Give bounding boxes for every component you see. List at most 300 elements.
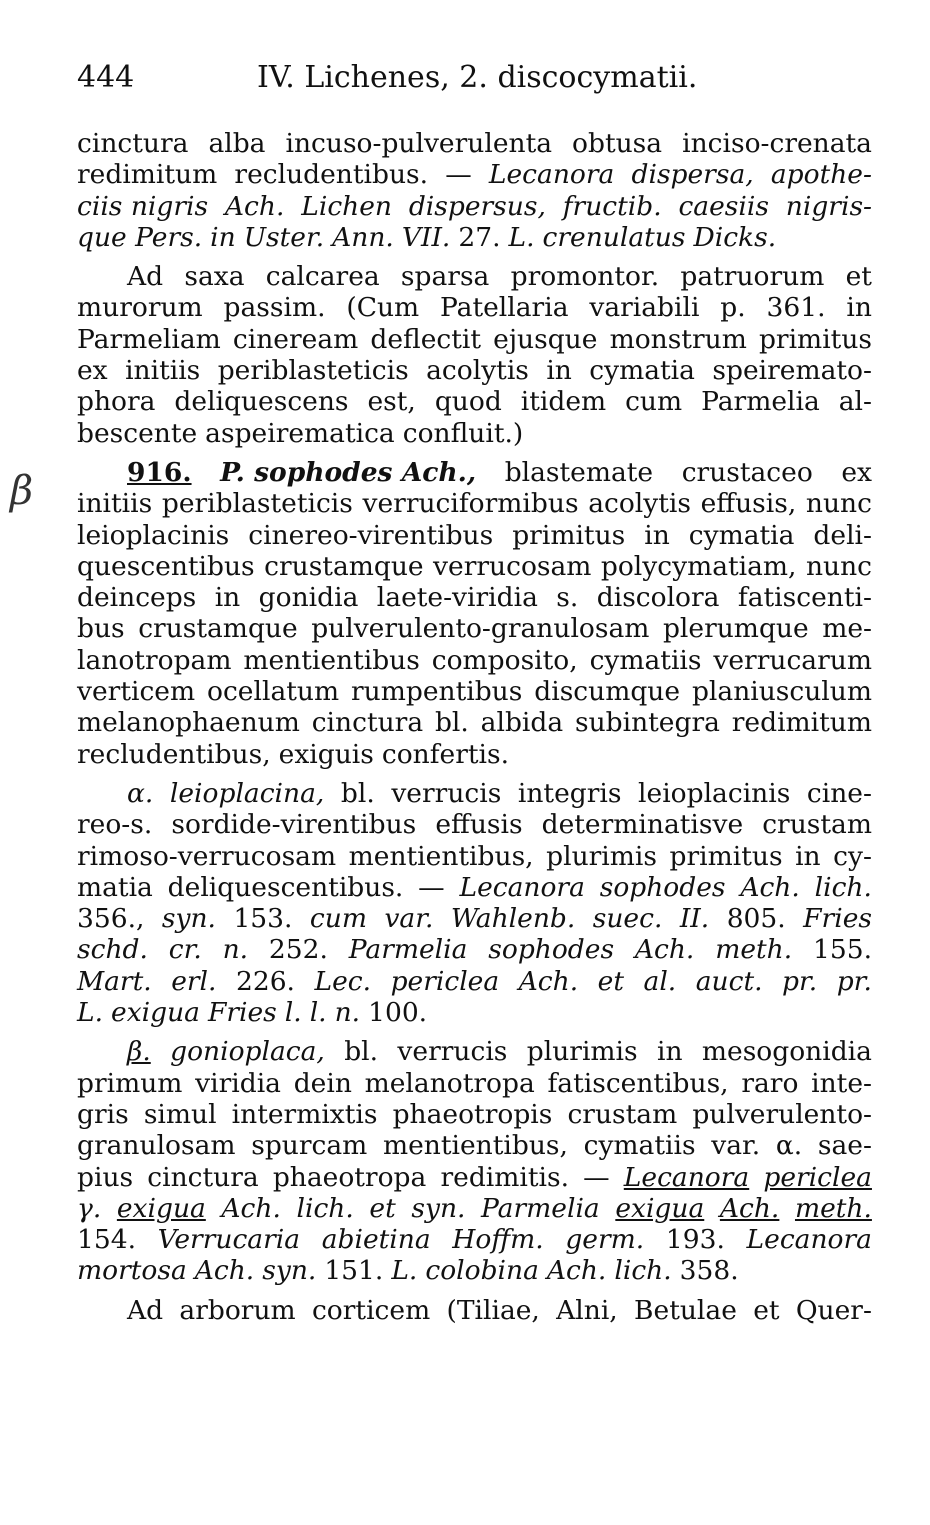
word: caesiis [678, 190, 769, 222]
word: β. [127, 1036, 151, 1068]
word: murorum [77, 292, 203, 324]
word: — [445, 159, 472, 191]
word: plurimis [546, 840, 657, 872]
word: syn. [161, 903, 216, 935]
word: in [795, 840, 821, 872]
word: exigua [116, 1192, 206, 1224]
word: raro [741, 1067, 799, 1099]
word: spurcam [251, 1130, 368, 1162]
text-line [77, 355, 872, 386]
word: saxa [184, 261, 245, 293]
word: matia [77, 871, 153, 903]
word: itidem [520, 386, 607, 418]
word: plerumque [662, 613, 809, 645]
word: rimoso-verrucosam [77, 840, 337, 872]
word: 361. [766, 292, 826, 324]
word: leioplacina, [169, 777, 325, 809]
word: effusis, [700, 488, 797, 520]
word: 100. [368, 997, 428, 1029]
word: cymatia [589, 355, 695, 387]
paragraph-gap [77, 1287, 872, 1295]
word: que Pers. [77, 221, 203, 253]
word: leioplacinis [77, 519, 230, 551]
word: intermixtis [231, 1098, 378, 1130]
word: cinctura [147, 1161, 259, 1193]
text-line [77, 582, 872, 613]
word: quod [434, 386, 502, 418]
word: Ach. [221, 1192, 281, 1224]
word: redimitum [77, 159, 218, 191]
text-line [77, 613, 872, 644]
word: 193. [665, 1224, 725, 1256]
word: alba [208, 128, 266, 159]
word: cr. [168, 934, 202, 966]
word: mentientibus, [382, 1130, 568, 1162]
word: Betulae [634, 1294, 737, 1326]
word: determinatisve [541, 809, 744, 841]
text-line [77, 997, 872, 1028]
word: Fries [803, 903, 872, 935]
word: promontor. [510, 261, 660, 293]
text-line [77, 778, 872, 809]
word: et [753, 1294, 780, 1326]
word: recludentibus, [77, 738, 271, 770]
margin-annotation: β [10, 468, 34, 514]
text-line [77, 222, 872, 253]
word: Fries [207, 997, 277, 1029]
paragraph [77, 778, 872, 1028]
word: 153. [233, 903, 293, 935]
word: et [597, 965, 625, 997]
word: var. [384, 903, 434, 935]
word: phora [77, 386, 156, 418]
word: primum [77, 1067, 183, 1099]
word: cinctura [311, 707, 424, 739]
word: et [845, 261, 872, 293]
word: acolytis [426, 355, 529, 387]
text-line [77, 520, 872, 551]
word: speiremato- [712, 355, 872, 387]
word: gonioplaca, [170, 1036, 325, 1068]
word: granulosam [77, 1130, 236, 1162]
word: Mart. [77, 965, 152, 997]
running-title: IV. Lichenes, 2. discocymatii. [257, 60, 698, 95]
word: in [644, 519, 670, 551]
word: Lecanora [459, 871, 585, 903]
word: lich. [296, 1192, 354, 1224]
word: dispersa, [631, 159, 754, 191]
word: inciso-crenata [682, 128, 872, 159]
word: crenulatus [542, 221, 686, 253]
page-header [77, 58, 872, 98]
word: integris [517, 777, 622, 809]
word: incuso-pulverulenta [285, 128, 553, 159]
word: leioplacinis [638, 777, 791, 809]
word: p. [720, 292, 746, 324]
word: exigua [111, 997, 200, 1029]
word: cinereo-virentibus [248, 519, 494, 551]
word: quescentibus [77, 550, 255, 582]
word: confluit.) [402, 417, 524, 449]
word: 154. [77, 1224, 137, 1256]
word: α. [775, 1130, 803, 1162]
word: l. [284, 997, 302, 1029]
word: ocellatum [207, 676, 340, 708]
word: Ad [127, 1294, 164, 1326]
word: ejusque [493, 323, 598, 355]
paragraph [77, 457, 872, 770]
word: crustaceo [681, 456, 813, 488]
word: 226. [235, 965, 295, 997]
word: albida [480, 707, 564, 739]
text-line [77, 966, 872, 997]
word: periblasteticis [161, 488, 353, 520]
text-line [77, 934, 872, 965]
word: al- [838, 386, 872, 418]
word: cum [625, 386, 683, 418]
text-line [77, 159, 872, 190]
word: schd. [77, 934, 148, 966]
word: exigua [615, 1192, 705, 1224]
word: abietina [321, 1224, 431, 1256]
word: blastemate [504, 456, 654, 488]
word: syn. [411, 1192, 466, 1224]
word: 356., [77, 903, 145, 935]
word: exiguis [278, 738, 374, 770]
word: pr. [836, 965, 872, 997]
text-line [77, 809, 872, 840]
text-line [77, 1162, 872, 1193]
word: cymatia [688, 519, 795, 551]
word: Alni, [556, 1294, 618, 1326]
word: lanotropam [77, 644, 232, 676]
word: 805. [726, 903, 786, 935]
word: Quer- [795, 1294, 872, 1326]
word: verruciformibus [362, 488, 579, 520]
word: Parmeliam [77, 323, 221, 355]
text-line [77, 1130, 872, 1161]
word: primitus [512, 519, 626, 551]
word: l. [309, 997, 327, 1029]
word: al. [643, 965, 677, 997]
word: subintegra [574, 707, 720, 739]
text-line [77, 872, 872, 903]
word: bus [77, 613, 125, 645]
word: suec. [592, 903, 663, 935]
word: primitus [669, 840, 783, 872]
word: pulverulento-granulosam [311, 613, 650, 645]
paragraph [77, 261, 872, 449]
word: mortosa [77, 1255, 187, 1287]
paragraph-gap [77, 253, 872, 261]
word: periclea [390, 965, 500, 997]
word: Verrucaria [157, 1224, 301, 1256]
word: Parmelia [481, 1192, 600, 1224]
word: Lichen [301, 190, 392, 222]
word: bl. [340, 777, 375, 809]
word: initiis [77, 488, 153, 520]
word: crustamque [138, 613, 298, 645]
word: sophodes [599, 871, 726, 903]
word: crustam [567, 1098, 678, 1130]
word: et [369, 1192, 396, 1224]
word: II. [679, 903, 710, 935]
word: crustamque [264, 550, 424, 582]
word: inte- [811, 1067, 872, 1099]
word: deliquescentibus. [167, 871, 404, 903]
text-line [77, 1036, 872, 1067]
word: fatiscentibus, [547, 1067, 729, 1099]
word: sordide-virentibus [171, 809, 417, 841]
word: 151. [324, 1255, 384, 1287]
word: 358. [679, 1255, 739, 1287]
word: Ach. [634, 934, 695, 966]
word: pr. [782, 965, 818, 997]
word: nunc [805, 550, 872, 582]
word: redimitis. [440, 1161, 570, 1193]
word: verrucis [391, 777, 502, 809]
word: syn. [262, 1255, 317, 1287]
word: passim. [223, 292, 326, 324]
word: L. [77, 997, 104, 1029]
text-line [77, 324, 872, 355]
word: calcarea [265, 261, 380, 293]
word: 27. [458, 221, 501, 253]
text-line [77, 457, 872, 488]
word: reo-s. [77, 809, 153, 841]
word: verrucarum [713, 644, 872, 676]
word: obtusa [572, 128, 663, 159]
word: cymatiis [583, 1130, 696, 1162]
word: 252. [268, 934, 328, 966]
word: periblasteticis [217, 355, 409, 387]
word: meth. [715, 934, 793, 966]
word: variabili [589, 292, 700, 324]
word: rumpentibus [351, 676, 523, 708]
word: L. [508, 221, 535, 253]
word: recludentibus. [234, 159, 429, 191]
word: verticem [77, 676, 196, 708]
word: effusis [435, 809, 523, 841]
word: Uster. [243, 221, 325, 253]
word: nunc [805, 488, 872, 520]
word: crustam [762, 809, 872, 841]
word: pius [77, 1161, 134, 1193]
word: monstrum [609, 323, 747, 355]
word: Dicks. [693, 221, 777, 253]
word: lich. [814, 871, 872, 903]
word: acolytis [588, 488, 691, 520]
word: pulverulento- [692, 1098, 872, 1130]
word: dispersus, [408, 190, 546, 222]
word: laete-viridia [376, 582, 538, 614]
word: primitus [758, 323, 872, 355]
word: s. [556, 582, 579, 614]
word: Lec. [314, 965, 372, 997]
text-line [77, 191, 872, 222]
text-line [77, 841, 872, 872]
word: Wahlenb. [450, 903, 576, 935]
word: 916. [127, 456, 192, 488]
word: mesogonidia [701, 1036, 872, 1068]
text-line [77, 261, 872, 292]
word: P. sophodes Ach., [220, 456, 477, 488]
word: sophodes [488, 934, 615, 966]
word: Parmelia [701, 386, 820, 418]
word: VII. [401, 221, 451, 253]
text-line [77, 128, 872, 159]
word: germ. [565, 1224, 645, 1256]
word: — [418, 871, 445, 903]
word: Ach. [546, 1255, 607, 1287]
word: Ach. [719, 1192, 780, 1224]
word: aspeirematica [205, 417, 395, 449]
paragraph-gap [77, 770, 872, 778]
word: deliquescens [174, 386, 349, 418]
text-line [77, 1255, 872, 1286]
word: bescente [77, 417, 198, 449]
word: apothe- [770, 159, 872, 191]
word: γ. [77, 1192, 102, 1224]
paragraph-gap [77, 1028, 872, 1036]
text-line [77, 386, 872, 417]
word: Lecanora [746, 1224, 872, 1256]
word: verrucosam [433, 550, 592, 582]
text-line [77, 418, 872, 449]
word: corticem [311, 1294, 431, 1326]
word: n. [334, 997, 361, 1029]
word: plurimis [526, 1036, 638, 1068]
word: deli- [813, 519, 872, 551]
word: lich. [614, 1255, 672, 1287]
text-line [77, 645, 872, 676]
paragraph [77, 1036, 872, 1286]
word: Patellaria [440, 292, 569, 324]
word: deflectit [370, 323, 482, 355]
word: dein [293, 1067, 352, 1099]
text-line [77, 676, 872, 707]
word: gris [77, 1098, 129, 1130]
word: discolora [596, 582, 720, 614]
word: deinceps [77, 582, 197, 614]
word: var. [711, 1130, 761, 1162]
word: in [656, 1036, 683, 1068]
text-line [77, 903, 872, 934]
text-line [77, 292, 872, 323]
text-line [77, 1193, 872, 1224]
paragraph [77, 1295, 872, 1326]
word: erl. [171, 965, 217, 997]
word: ex [841, 456, 872, 488]
word: in [546, 355, 572, 387]
word: patruorum [680, 261, 825, 293]
word: composito, [431, 644, 578, 676]
text-line [77, 707, 872, 738]
word: confertis. [381, 738, 510, 770]
text-line [77, 488, 872, 519]
word: Ann. [332, 221, 394, 253]
text-line [77, 1295, 872, 1326]
word: bl. [344, 1036, 379, 1068]
word: Lecanora [623, 1161, 750, 1193]
word: in [846, 292, 872, 324]
text-line [77, 1068, 872, 1099]
word: est, [367, 386, 416, 418]
paragraph [77, 128, 872, 253]
word: cum [309, 903, 367, 935]
word: auct. [695, 965, 763, 997]
word: fatiscenti- [737, 582, 872, 614]
word: sparsa [400, 261, 490, 293]
word: initiis [125, 355, 201, 387]
word: Lecanora [488, 159, 615, 191]
word: n. [222, 934, 249, 966]
word: redimitum [731, 707, 872, 739]
word: periclea [763, 1161, 872, 1193]
word: melanotropa [364, 1067, 535, 1099]
word: melanophaenum [77, 707, 300, 739]
word: polycymatiam, [600, 550, 797, 582]
word: mentientibus [243, 644, 420, 676]
word: cine- [806, 777, 872, 809]
word: viridia [195, 1067, 281, 1099]
word: me- [822, 613, 872, 645]
word: colobina [425, 1255, 539, 1287]
text-line [77, 1224, 872, 1255]
word: ciis nigris [77, 190, 209, 222]
word: (Cum [346, 292, 420, 324]
word: mentientibus, [348, 840, 534, 872]
word: planiusculum [691, 676, 872, 708]
word: phaeotropis [392, 1098, 553, 1130]
word: discumque [534, 676, 681, 708]
page-number: 444 [77, 60, 135, 95]
word: Ach. [740, 871, 800, 903]
word: (Tiliae, [446, 1294, 540, 1326]
word: in [214, 582, 241, 614]
word: nigris- [785, 190, 872, 222]
word: Ad [127, 261, 164, 293]
word: — [583, 1161, 610, 1193]
word: Hoffm. [452, 1224, 544, 1256]
word: ex [77, 355, 108, 387]
word: cy- [833, 840, 872, 872]
word: arborum [179, 1294, 296, 1326]
word: Ach. [518, 965, 579, 997]
word: bl. [434, 707, 469, 739]
word: meth. [794, 1192, 872, 1224]
word: sae- [817, 1130, 872, 1162]
paragraph-gap [77, 449, 872, 457]
word: α. [127, 777, 154, 809]
text-line [77, 1099, 872, 1130]
word: 155. [812, 934, 872, 966]
word: Ach. [224, 190, 285, 222]
word: cinctura [77, 128, 189, 159]
word: simul [143, 1098, 217, 1130]
body-text [77, 128, 872, 1326]
word: cymatiis [589, 644, 702, 676]
word: verrucis [397, 1036, 508, 1068]
word: gonidia [258, 582, 359, 614]
word: Ach. [194, 1255, 255, 1287]
word: L. [391, 1255, 418, 1287]
word: cineream [232, 323, 359, 355]
text-line [77, 739, 872, 770]
word: Parmelia [348, 934, 468, 966]
text-line [77, 551, 872, 582]
word: phaeotropa [272, 1161, 427, 1193]
